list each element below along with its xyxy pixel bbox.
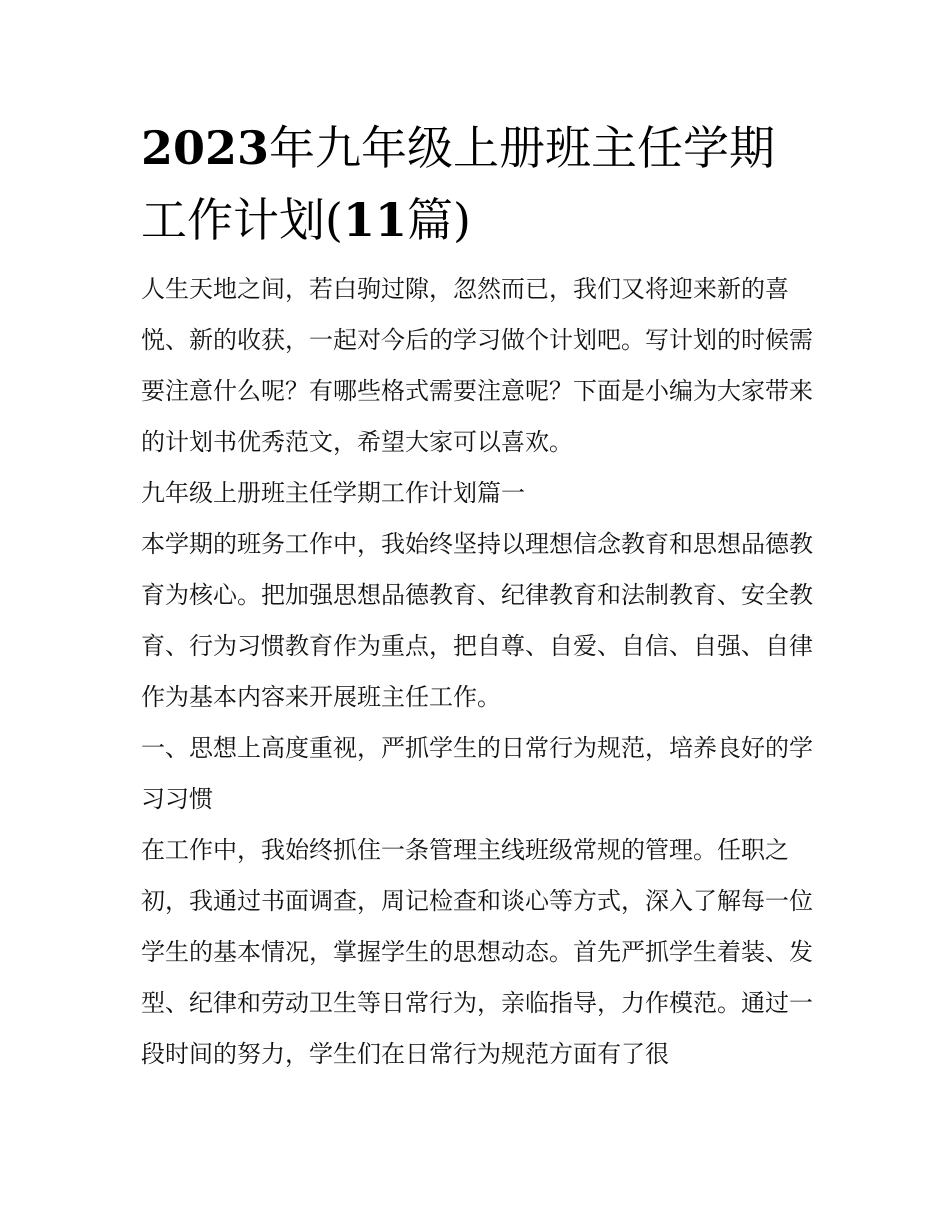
subsection-heading: 一、思想上高度重视，严抓学生的日常行为规范，培养良好的学习习惯 xyxy=(141,734,813,813)
title-count: 11 xyxy=(342,193,407,247)
document-body xyxy=(141,112,813,1080)
intro-paragraph: 人生天地之间，若白驹过隙，忽然而已，我们又将迎来新的喜悦、新的收获，一起对今后的学习做个计划吧。写计划的时候需要注意什么呢？有哪些格式需要注意呢？下面是小编为大家带来的计划书优秀范文，希望大家可以喜欢。 xyxy=(141,275,813,456)
section-heading: 九年级上册班主任学期工作计划篇一 xyxy=(141,479,525,507)
title-year: 2023 xyxy=(141,121,270,175)
body-paragraph: 本学期的班务工作中，我始终坚持以理想信念教育和思想品德教育为核心。把加强思想品德教育、纪律教育和法制教育、安全教育、行为习惯教育作为重点，把自尊、自爱、自信、自强、自律作为基本内容来开展班主任工作。 xyxy=(141,530,813,711)
title-text: 年九年级上册班主任学期工作计划( xyxy=(141,121,776,247)
title-end: 篇) xyxy=(406,193,471,247)
body-paragraph: 在工作中，我始终抓住一条管理主线班级常规的管理。任职之初，我通过书面调查，周记检查和谈心等方式，深入了解每一位学生的基本情况，掌握学生的思想动态。首先严抓学生着装、发型、纪律和劳动卫生等日常行为，亲临指导，力作模范。通过一段时间的努力，学生们在日常行为规范方面有了很 xyxy=(141,836,813,1068)
document-title xyxy=(141,112,813,256)
